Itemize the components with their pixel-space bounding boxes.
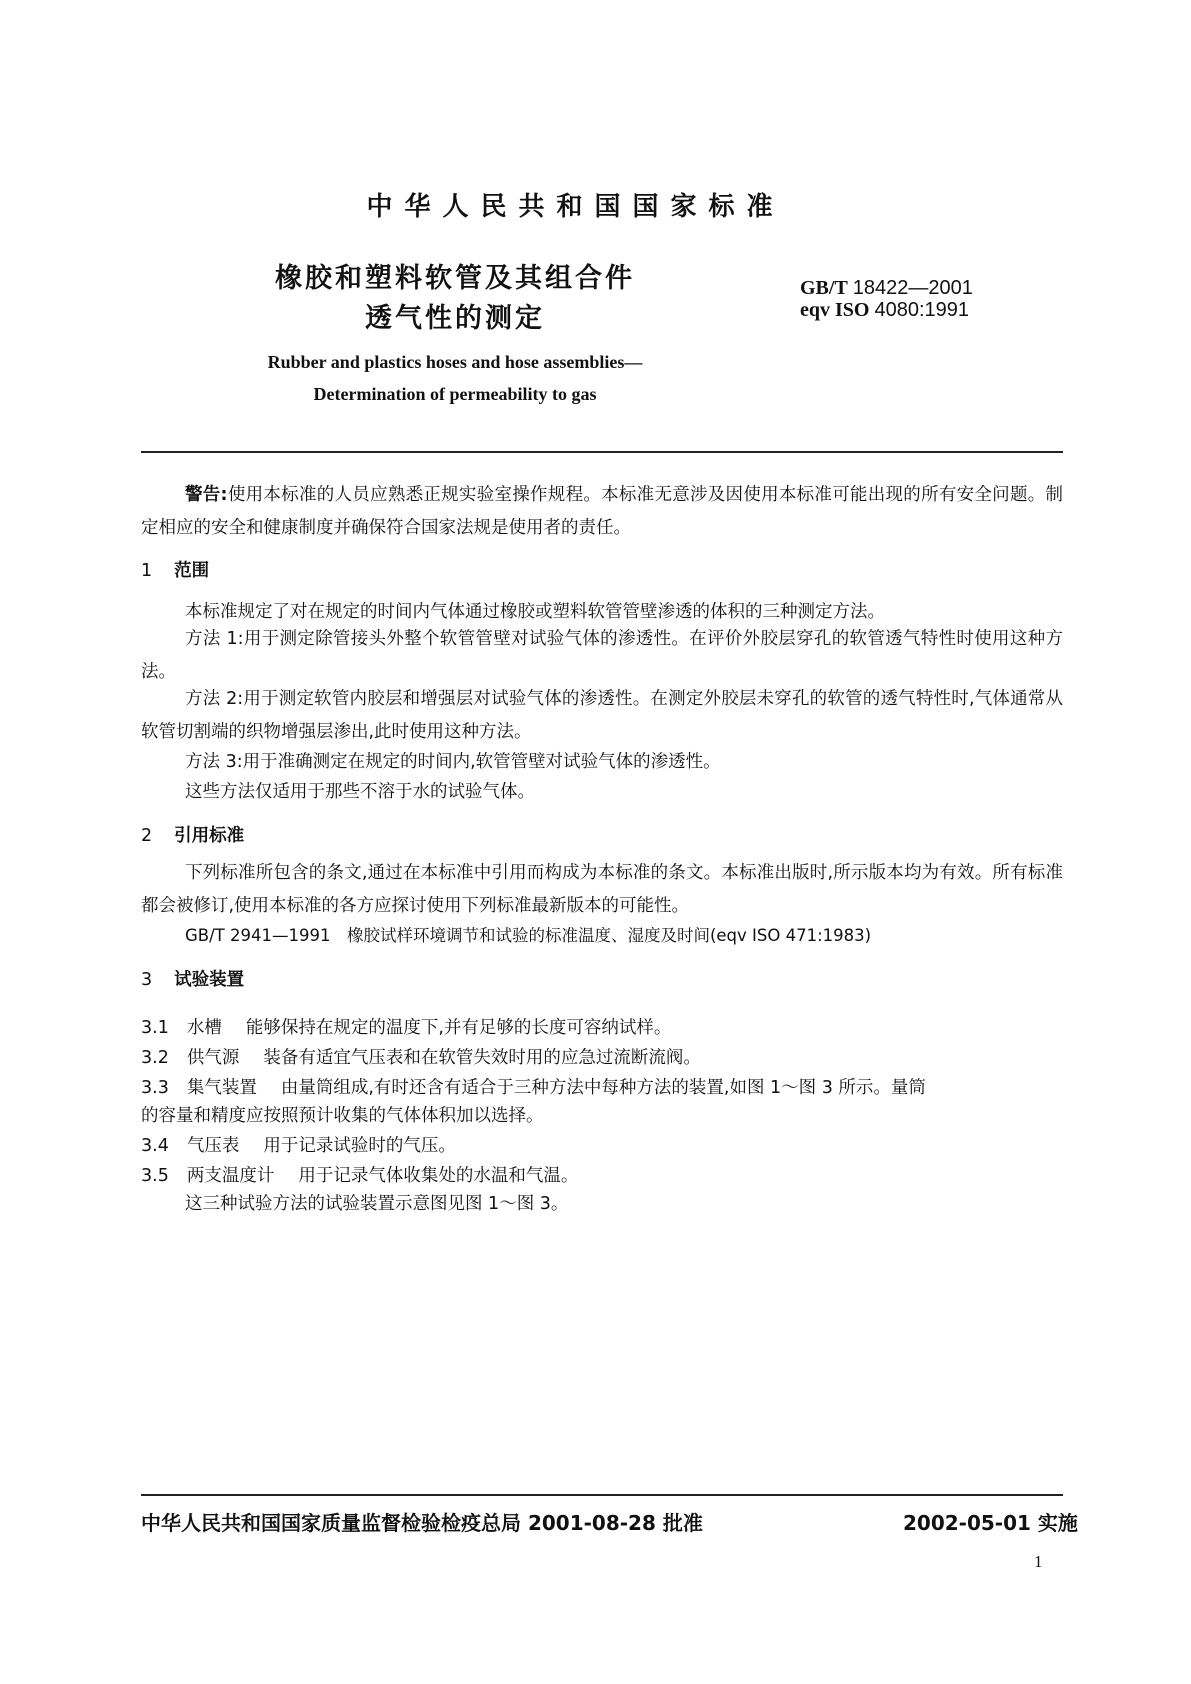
clause-term: 两支温度计 <box>186 1166 275 1186</box>
clause-number: 3.4 <box>141 1136 169 1156</box>
national-standard-heading: 中华人民共和国国家标准 <box>366 192 785 222</box>
section-1-p1: 本标准规定了对在规定的时间内气体通过橡胶或塑料软管管壁渗透的体积的三种测定方法。 <box>185 602 885 622</box>
section-1-p4: 方法 3:用于准确测定在规定的时间内,软管管壁对试验气体的渗透性。 <box>185 752 721 772</box>
section-3-closing: 这三种试验方法的试验装置示意图见图 1～图 3。 <box>185 1194 569 1214</box>
standard-number <box>800 276 973 300</box>
clause-number: 3.5 <box>141 1166 169 1186</box>
clause-3-5 <box>141 1162 578 1187</box>
warning-paragraph <box>141 479 1063 545</box>
section-2-heading <box>141 822 244 847</box>
title-cn-line1: 橡胶和塑料软管及其组合件 <box>275 263 635 294</box>
section-2-number: 2 <box>141 826 153 846</box>
warning-label: 警告: <box>185 485 228 505</box>
title-cn-line2: 透气性的测定 <box>365 303 545 334</box>
clause-3-3-continuation: 的容量和精度应按照预计收集的气体体积加以选择。 <box>141 1106 544 1126</box>
section-1-p2: 方法 1:用于测定除管接头外整个软管管壁对试验气体的渗透性。在评价外胶层穿孔的软管透气特性时使用这种方法。 <box>141 629 1063 682</box>
section-1-title: 范围 <box>174 561 210 581</box>
clause-term: 集气装置 <box>186 1078 257 1098</box>
issued-by: 中华人民共和国国家质量监督检验检疫总局 2001-08-28 批准 <box>141 1511 703 1535</box>
clause-text: 用于记录试验时的气压。 <box>263 1136 456 1156</box>
clause-3-1 <box>141 1014 671 1039</box>
clause-3-4 <box>141 1132 456 1157</box>
clause-term: 水槽 <box>186 1018 222 1038</box>
title-en-line1: Rubber and plastics hoses and hose assemblies— <box>267 352 643 372</box>
clause-3-2 <box>141 1044 701 1069</box>
section-2-title: 引用标准 <box>174 826 245 846</box>
title-en-line2: Determination of permeability to gas <box>313 384 597 404</box>
clause-number: 3.1 <box>141 1018 169 1038</box>
section-1-p5: 这些方法仅适用于那些不溶于水的试验气体。 <box>185 782 535 802</box>
equivalent-standard <box>800 298 969 322</box>
clause-3-3 <box>141 1074 926 1099</box>
clause-number: 3.2 <box>141 1048 169 1068</box>
warning-text: 使用本标准的人员应熟悉正规实验室操作规程。本标准无意涉及因使用本标准可能出现的所有安全问题。制定相应的安全和健康制度并确保符合国家法规是使用者的责任。 <box>141 485 1064 538</box>
section-3-number: 3 <box>141 970 153 990</box>
clause-number: 3.3 <box>141 1078 169 1098</box>
clause-term: 气压表 <box>186 1136 240 1156</box>
clause-text: 能够保持在规定的温度下,并有足够的长度可容纳试样。 <box>245 1018 672 1038</box>
clause-text: 用于记录气体收集处的水温和气温。 <box>298 1166 579 1186</box>
section-1-heading <box>141 557 209 582</box>
effective-date: 2002-05-01 实施 <box>903 1511 1078 1535</box>
section-2-p1: 下列标准所包含的条文,通过在本标准中引用而构成为本标准的条文。本标准出版时,所示版本均为有效。所有标准都会被修订,使用本标准的各方应探讨使用下列标准最新版本的可能性。 <box>141 863 1063 916</box>
clause-term: 供气源 <box>186 1048 240 1068</box>
standard-number-value: 18422—2001 <box>852 277 973 299</box>
section-1-number: 1 <box>141 561 153 581</box>
clause-text: 由量筒组成,有时还含有适合于三种方法中每种方法的装置,如图 1～图 3 所示。量筒 <box>280 1078 926 1098</box>
equivalent-number: 4080:1991 <box>874 299 970 321</box>
equivalent-prefix: eqv ISO <box>800 299 870 321</box>
standard-number-prefix: GB/T <box>800 277 848 299</box>
section-2-reference: GB/T 2941—1991 橡胶试样环境调节和试验的标准温度、湿度及时间(eqv ISO 471:1983) <box>185 926 872 945</box>
footer-divider <box>141 1494 1063 1496</box>
section-3-heading <box>141 966 244 991</box>
section-3-title: 试验装置 <box>174 970 245 990</box>
section-1-p3: 方法 2:用于测定软管内胶层和增强层对试验气体的渗透性。在测定外胶层未穿孔的软管的透气特性时,气体通常从软管切割端的织物增强层渗出,此时使用这种方法。 <box>141 689 1063 742</box>
header-divider <box>141 451 1063 453</box>
page-number: 1 <box>1034 1552 1043 1571</box>
clause-text: 装备有适宜气压表和在软管失效时用的应急过流断流阀。 <box>263 1048 701 1068</box>
